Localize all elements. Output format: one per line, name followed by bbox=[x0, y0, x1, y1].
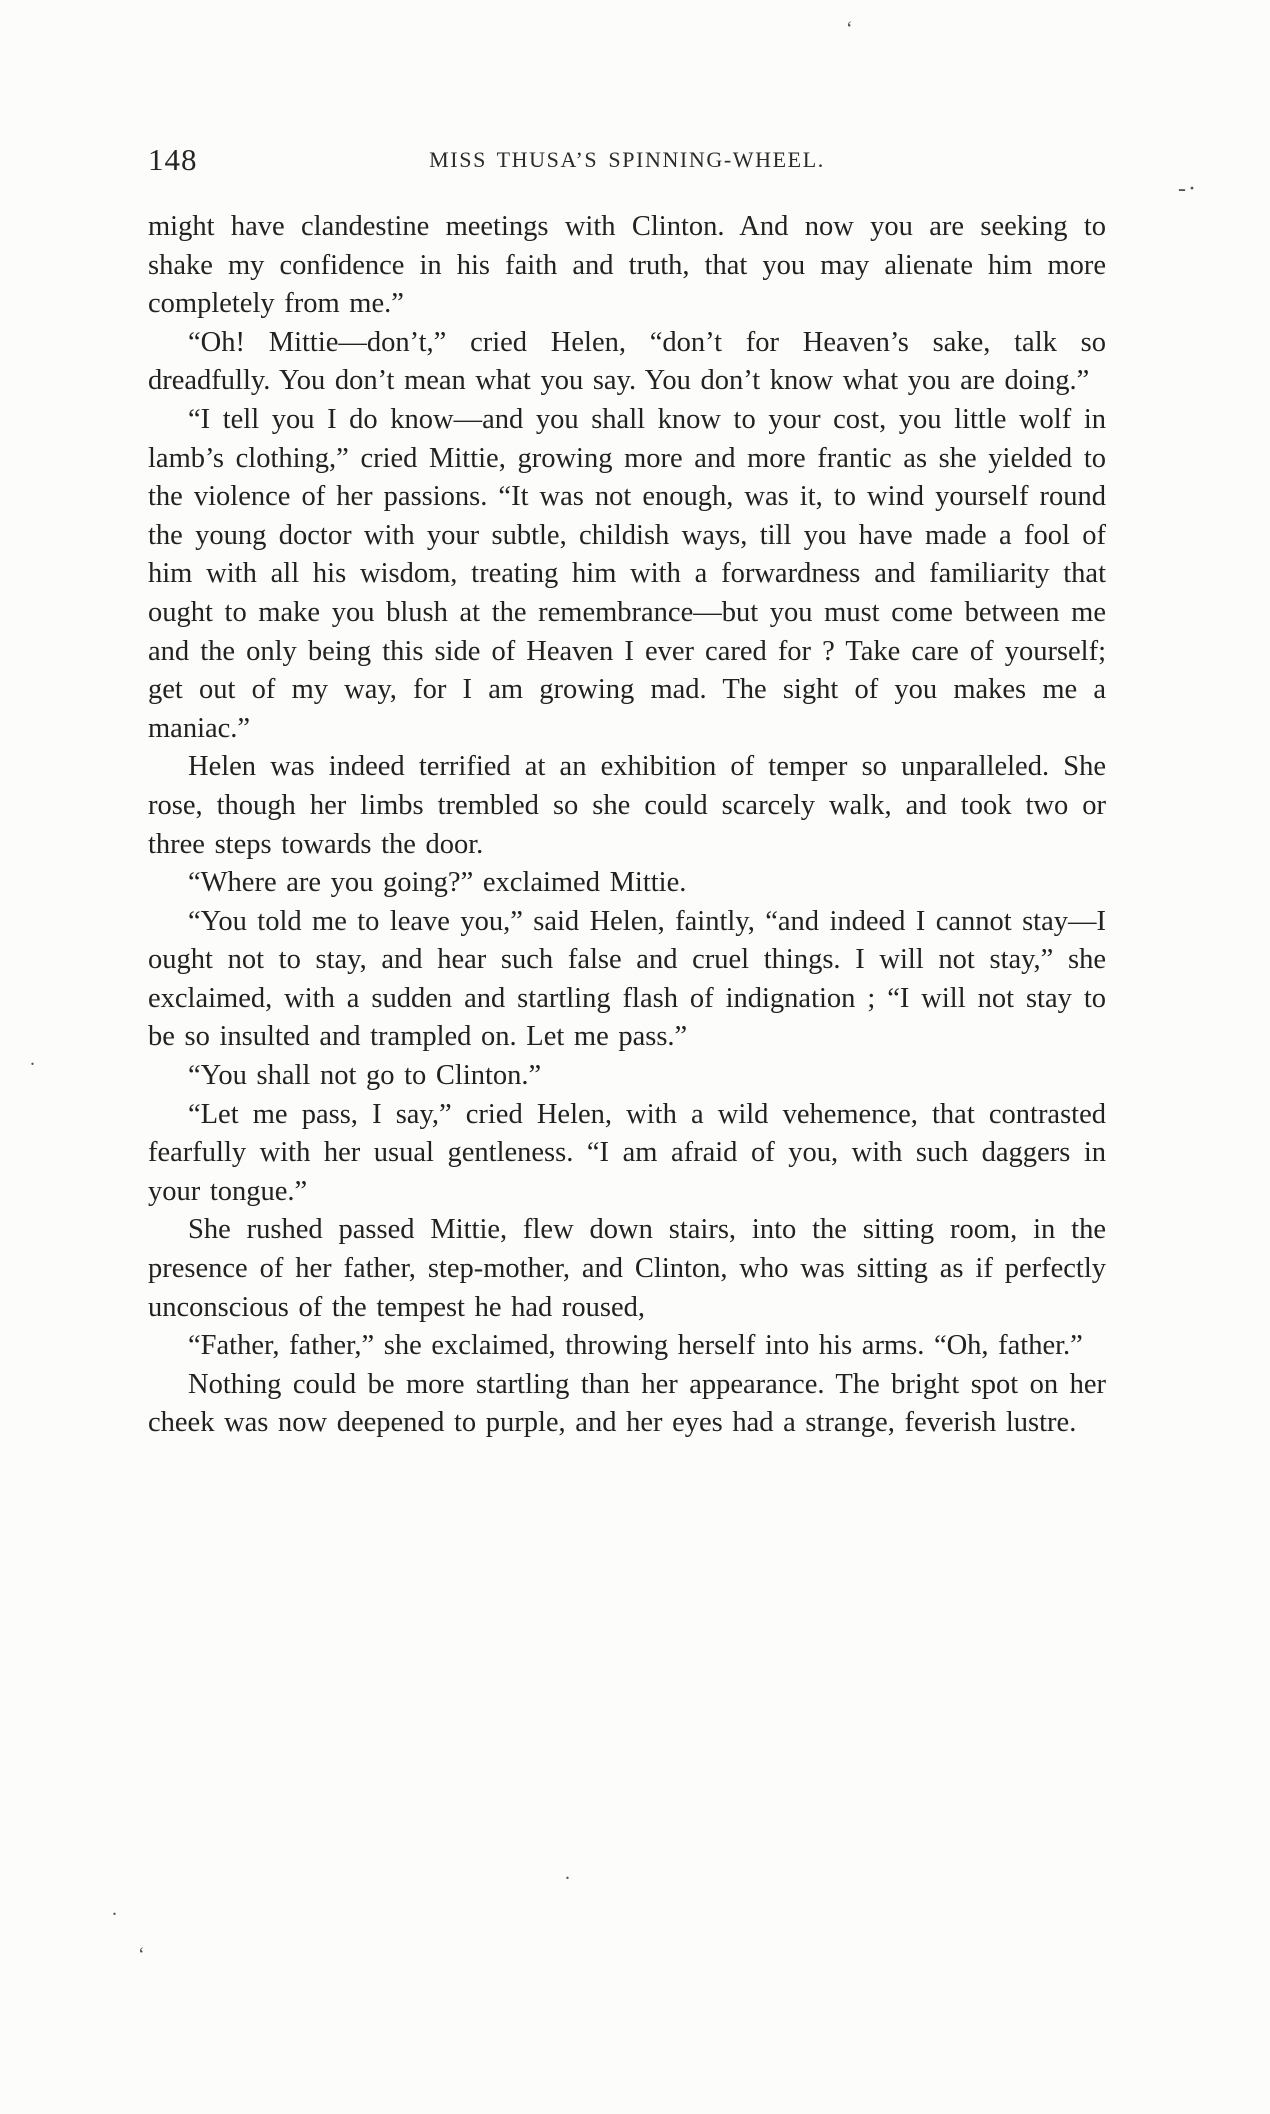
paragraph: “Where are you going?” exclaimed Mittie. bbox=[188, 867, 687, 899]
page-number: 148 bbox=[148, 142, 198, 177]
paragraph: “Let me pass, I say,” cried Helen, with a wild vehemence, that contrasted fearfully with her usual gentleness. “I am afraid of you, with such daggers in your tongue.” bbox=[148, 1098, 1106, 1207]
paragraph: “I tell you I do know—and you shall know to your cost, you little wolf in lamb’s clothing,” cried Mittie, growing more and more frantic as she yielded to the violence of her passions. “It was not enough, was it, to wind yourself round the young doctor with your subtle, childish ways, till you have made a fool of him with all his wisdom, treating him with a forwardness and familiarity that ought to make you blush at the remembrance—but you must come between me and the only being this side of Heaven I ever cared for ? Take care of yourself; get out of my way, for I am growing mad. The sight of you makes me a maniac.” bbox=[148, 403, 1106, 744]
scan-artifact: -· bbox=[1178, 176, 1198, 202]
running-title: MISS THUSA’S SPINNING-WHEEL. bbox=[429, 147, 825, 172]
scan-artifact: ‘ bbox=[846, 18, 853, 40]
scan-artifact: . bbox=[565, 1862, 570, 1884]
page-body bbox=[148, 208, 1106, 1443]
paragraph: She rushed passed Mittie, flew down stairs, into the sitting room, in the presence of her father, step-mother, and Clinton, who was sitting as if perfectly unconscious of the tempest he had roused, bbox=[148, 1214, 1106, 1323]
paragraph: “Oh! Mittie—don’t,” cried Helen, “don’t for Heaven’s sake, talk so dreadfully. You don’t mean what you say. You don’t know what you are doing.” bbox=[148, 326, 1106, 397]
paragraph: “You shall not go to Clinton.” bbox=[188, 1060, 542, 1092]
paragraph: might have clandestine meetings with Clinton. And now you are seeking to shake my confidence in his faith and truth, that you may alienate him more completely from me.” bbox=[148, 211, 1106, 320]
page-header bbox=[148, 142, 1106, 178]
scan-artifact: . bbox=[30, 1048, 35, 1070]
scan-artifact: ‘ bbox=[138, 1944, 145, 1966]
paragraph: “You told me to leave you,” said Helen, faintly, “and indeed I cannot stay—I ought not to stay, and hear such false and cruel things. I will not stay,” she exclaimed, with a sudden and startling flash of indignation ; “I will not stay to be so insulted and trampled on. Let me pass.” bbox=[148, 905, 1106, 1053]
paragraph: Nothing could be more startling than her appearance. The bright spot on her cheek was now deepened to purple, and her eyes had a strange, feverish lustre. bbox=[148, 1368, 1106, 1439]
paragraph: “Father, father,” she exclaimed, throwing herself into his arms. “Oh, father.” bbox=[188, 1330, 1083, 1362]
text-block bbox=[148, 142, 1106, 1443]
paragraph: Helen was indeed terrified at an exhibition of temper so unparalleled. She rose, though her limbs trembled so she could scarcely walk, and took two or three steps towards the door. bbox=[148, 751, 1106, 860]
scan-artifact: . bbox=[112, 1898, 117, 1920]
